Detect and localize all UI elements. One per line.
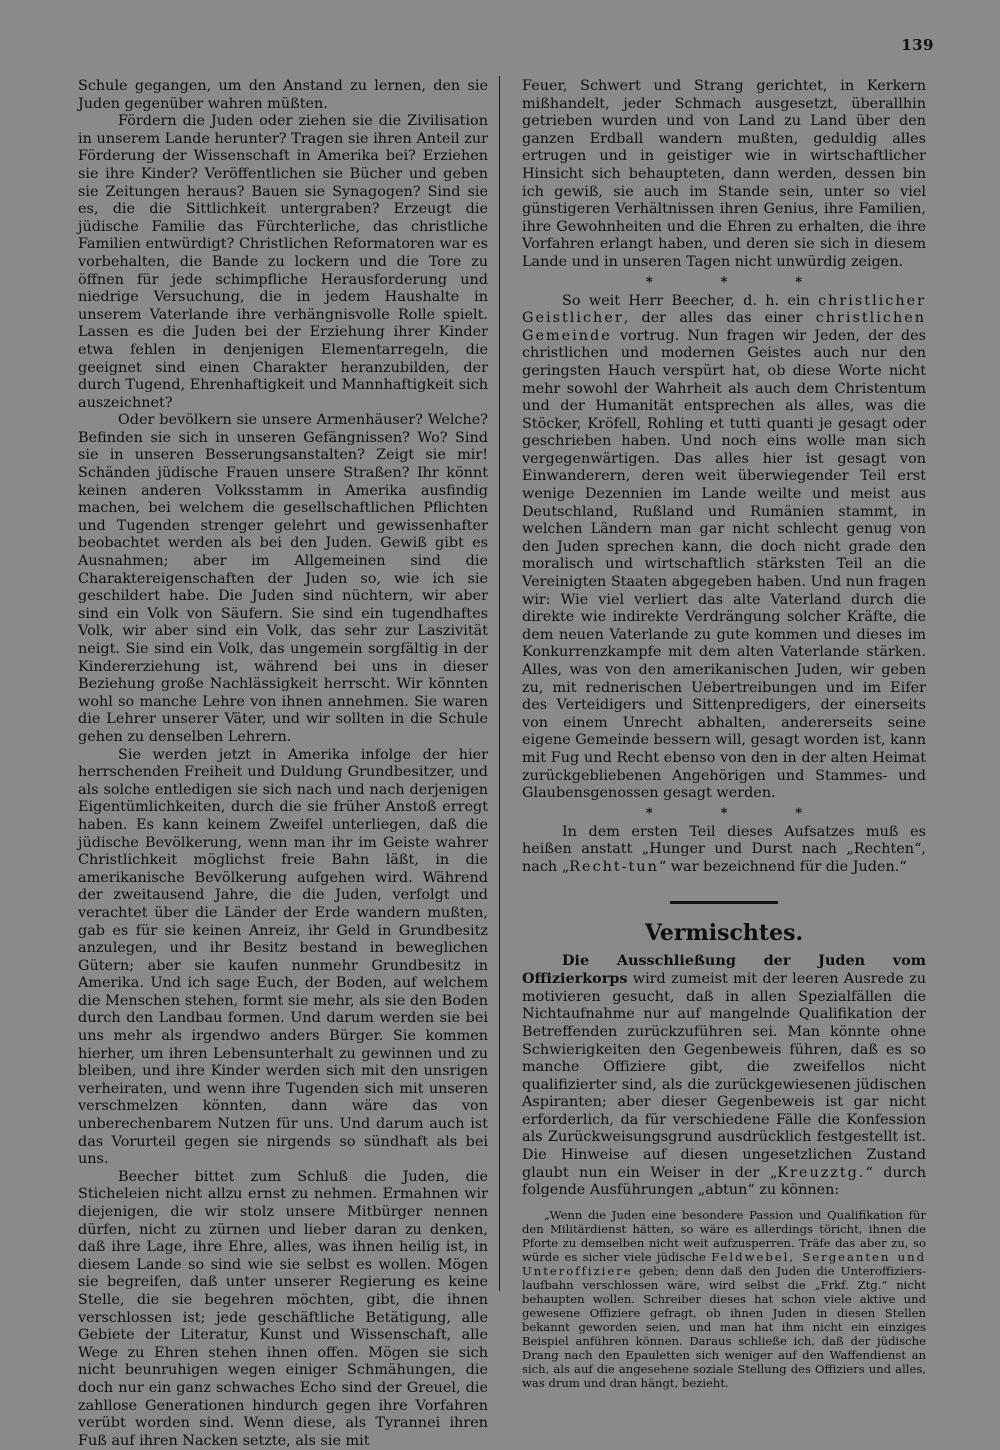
- text-run: , der alles das einer: [623, 310, 816, 327]
- star: *: [720, 805, 728, 821]
- star: *: [795, 805, 803, 821]
- spaced-emphasis: Recht-tun: [569, 858, 659, 875]
- section-break-stars: [522, 803, 926, 824]
- text-run: In dem ersten Teil dieses Aufsatzes muß es heißen anstatt „Hunger und Durst nach „Rechten“, nach „: [522, 823, 926, 875]
- spaced-emphasis: Feldwebel, Sergeanten und Unteroffiziere: [522, 1249, 926, 1278]
- left-paragraph-2: Fördern die Juden oder ziehen sie die Zivilisation in unserem Lande herunter? Tragen sie ihren Anteil zur Förderung der Wissenschaft in Amerika bei? Erziehen sie ihre Kinder? Veröffentlichen sie Bücher und geben sie Zeitungen heraus? Bauen sie Synagogen? Sind sie es, die die Sittlichkeit untergraben? Erzeugt die jüdische Familie das Fürchterliche, das christliche Familien entwürdigt? Christlichen Reformatoren war es vorbehalten, die Bande zu lockern und die Tore zu öffnen für jede schimpfliche Herausforderung und niedrige Versuchung, die in jedem Haushalte in unserem Vaterlande ihre verhängnisvolle Rolle spielt. Lassen es die Juden bei der Erziehung ihrer Kinder etwa fehlen in denjenigen Elementarregeln, die geeignet sind einen Charakter heranzubilden, der durch Tugend, Ehrenhaftigkeit und Mannhaftigkeit sich auszeichnet?: [78, 113, 488, 411]
- star: *: [795, 274, 803, 290]
- bold-lead: Die Ausschließung der Juden vom Offizierkorps: [522, 951, 926, 988]
- left-paragraph-4: Sie werden jetzt in Amerika infolge der hier herrschenden Freiheit und Duldung Grundbesitzer, und als solche entledigen sie sich nach und nach derjenigen Eigentümlichkeiten, durch die sie früher Anstoß erregt haben. Es kann keinem Zweifel unterliegen, daß die jüdische Bevölkerung, wenn man ihr im Geiste wahrer Christlichkeit möglichst freie Bahn läßt, in die amerikanische Bevölkerung aufgehen wird. Während der zweitausend Jahre, die die Juden, verfolgt und verachtet über die Länder der Erde wandern mußten, gab es für sie keinen Anreiz, ihr Geld in Grundbesitz anzulegen, und ihr Besitz bestand in beweglichen Gütern; aber sie kaufen nunmehr Grundbesitz in Amerika. Und ich sage Euch, der Boden, auf welchem die Menschen stehen, formt sie mehr, als sie den Boden durch den Landbau formen. Und darum werden sie bei uns mehr als irgendwo anders Bürger. Sie kommen hierher, um ihren Lebensunterhalt zu gewinnen und zu bleiben, und ihre Kinder werden sich mit den unsrigen verheiraten, und wenn ihre Tugenden sich mit unseren verschmelzen könnten, dann wäre das von unberechenbarem Nutzen für uns. Und darum auch ist das Vorurteil gegen sie nirgends so sündhaft als bei uns.: [78, 746, 488, 1168]
- left-paragraph-1: Schule gegangen, um den Anstand zu lernen, den sie Juden gegenüber wahren müßten.: [78, 78, 488, 112]
- text-run: wird zumeist mit der leeren Ausrede zu motivieren gesucht, daß in allen Spezialfällen die Nichtaufnahme nur auf mangelnde Qualifikation der Betreffenden zurückzuführen sei. Man könnte ohne Schwierigkeiten den Gegenbeweis führen, daß es so manche Offiziere gibt, die zweifellos nicht qualifizierter sind, als die zurückgewiesenen jüdischen Aspiranten; aber dieser Gegenbeweis ist gar nicht erforderlich, da für verschiedene Fälle die Konfession als Zurückweisungsgrund ausdrücklich festgestellt ist. Die Hinweise auf diesen ungesetzlichen Zustand glaubt nun ein Weiser in der „: [522, 971, 926, 1181]
- spaced-emphasis: christlichen Gemeinde: [522, 310, 926, 344]
- text-run: “ war bezeichnend für die Juden.“: [658, 858, 907, 875]
- section-title: Vermischtes.: [644, 919, 804, 946]
- spaced-emphasis: christlicher Geistlicher: [522, 292, 926, 327]
- section-break-stars: [522, 272, 926, 293]
- text-run: „Wenn die Juden eine besondere Passion und Qualifikation für den Militärdienst hätten, so wäre es allerdings töricht, ihnen die Pforte zu demselben nicht weit aufzusperren. Träfe das aber zu, so würde es sicher viele jüdische: [522, 1207, 926, 1264]
- text-run: vortrug. Nun fragen wir Jeden, der des christlichen und modernen Geistes auch nur den geringsten Hauch verspürt hat, ob diese Worte nicht mehr sowohl der Wahrheit als auch dem Christentum und der Humanität entsprechen als alles, was die Stöcker, Kröfell, Rohling et tutti quanti je gesagt oder geschrieben haben. Und noch eins wolle man sich vergegenwärtigen. Das alles hier ist gesagt von Einwanderern, deren weit überwiegender Teil erst wenige Dezennien im Lande weilte und meist aus Deutschland, Rußland und Rumänien stammt, in welchen Ländern man gar nicht schlecht genug von den Juden sprechen kann, die doch nicht grade den moralisch und wirtschaftlich stärksten Teil an die Vereinigten Staaten abgegeben haben. Und nun fragen wir: Wie viel verliert das alte Vaterland durch die direkte wie indirekte Verdrängung solcher Kräfte, die dem neuen Vaterlande zu gute kommen und dieses im Konkurrenzkampfe mit dem alten Vaterlande stärken. Alles, was von den amerikanischen Juden, wir geben zu, mit rednerischen Uebertreibungen und im Eifer des Verteidigers und Sittenpredigers, der einerseits von einem Unrecht abhalten, andererseits seine eigene Gemeinde bessern will, gesagt worden ist, kann mit Fug und Recht ebenso von den in der alten Heimat zurückgebliebenen Angehörigen und Stammes- und Glaubensgenossen gesagt werden.: [522, 327, 927, 802]
- right-paragraph-3: [522, 824, 926, 877]
- left-paragraph-5: Beecher bittet zum Schluß die Juden, die Sticheleien nicht allzu ernst zu nehmen. Ermahnen wir diejenigen, die wir stolz unsere Mitbürger nennen dürfen, nicht zu zürnen und lieber daran zu denken, daß ihre Lage, ihre Ehre, alles, was ihnen heilig ist, in diesem Lande so sind wie sie selbst es wollen. Mögen sie begreifen, daß unter unserer Regierung es keine Stelle, die sie begehren möchten, gibt, die ihnen verschlossen ist; jede geschäftliche Betätigung, alle Gebiete der Literatur, Kunst und Wissenschaft, alle Wege zu Ehren stehen ihnen offen. Mögen sie sich nicht beunruhigen wegen einiger Schmähungen, die doch nur ein ganz schwaches Echo sind der Greuel, die zahllose Generationen hindurch gegen ihre Vorfahren verübt worden sind. Wenn diese, als Tyrannei ihren Fuß auf ihren Nacken setzte, als sie mit: [78, 1168, 488, 1449]
- column-divider: [499, 76, 500, 1291]
- right-column: [522, 78, 926, 1390]
- star: *: [720, 274, 728, 290]
- section-divider: [670, 901, 778, 904]
- page-number: 139: [901, 36, 934, 54]
- star: *: [645, 805, 653, 821]
- star: *: [645, 274, 653, 290]
- right-paragraph-2: [522, 293, 926, 803]
- left-paragraph-3: Oder bevölkern sie unsere Armenhäuser? Welche? Befinden sie sich in unseren Gefängnissen? Wo? Sind sie in unseren Besserungsanstalten? Zeigt sie mir! Schänden jüdische Frauen unsere Straßen? Ihr könnt keinen anderen Volksstamm in Amerika ausfindig machen, bei welchem die gesellschaftlichen Pflichten und Tugenden strenger gelehrt und gewissenhafter beobachtet werden als bei den Juden. Gewiß gibt es Ausnahmen; aber im Allgemeinen sind die Charaktereigenschaften der Juden so, wie ich sie geschildert habe. Die Juden sind nüchtern, wir aber sind ein Volk von Säufern. Sie sind ein tugendhaftes Volk, wir aber sind ein Volk, das sehr zur Laszivität neigt. Sie sind ein Volk, das ungemein sorgfältig in der Kindererziehung ist, während bei uns in dieser Beziehung große Nachlässigkeit herrscht. Wir könnten wohl so manche Lehre von ihnen annehmen. Sie waren die Lehrer unserer Väter, und wir sollten in die Schule gehen zu denselben Lehrern.: [78, 412, 488, 745]
- spaced-emphasis: Kreuzztg.: [777, 1164, 866, 1181]
- text-run: “ durch folgende Ausführungen „abtun“ zu können:: [522, 1164, 926, 1199]
- text-run: So weit Herr Beecher, d. h. ein: [562, 292, 819, 309]
- right-paragraph-1: Feuer, Schwert und Strang gerichtet, in Kerkern mißhandelt, jeder Schmach ausgesetzt, überallhin getrieben wurden und von Land zu Land über den ganzen Erdball wandern mußten, geduldig alles ertrugen und in geistiger wie in wirtschaftlicher Hinsicht sich behaupteten, dann werden, dessen bin ich gewiß, sie auch im Stande sein, unter so viel günstigeren Verhältnissen ihren Genius, ihre Familien, ihre Gewohnheiten und die Ehren zu erhalten, die ihre Vorfahren erlangt haben, und deren sie sich in diesem Lande und in unseren Tagen nicht unwürdig zeigen.: [522, 78, 926, 270]
- text-run: geben; denn daß den Juden die Unteroffiziers-laufbahn verschlossen wäre, wird selbst die „Frkf. Ztg.“ nicht behaupten wollen. Schreiber dieses hat schon viele aktive und gewesene Offiziere gefragt, ob ihnen Juden in diesen Stellen bekannt geworden seien, und man hat ihm nicht ein einziges Beispiel anführen können. Daraus schließe ich, daß der jüdische Drang nach den Epauletten sich weniger auf den Waffendienst an sich, als auf die angesehene soziale Stellung des Offiziers und alles, was drum und dran hängt, bezieht.: [522, 1263, 926, 1390]
- right-paragraph-4: [522, 952, 926, 1200]
- left-column: [78, 78, 488, 1450]
